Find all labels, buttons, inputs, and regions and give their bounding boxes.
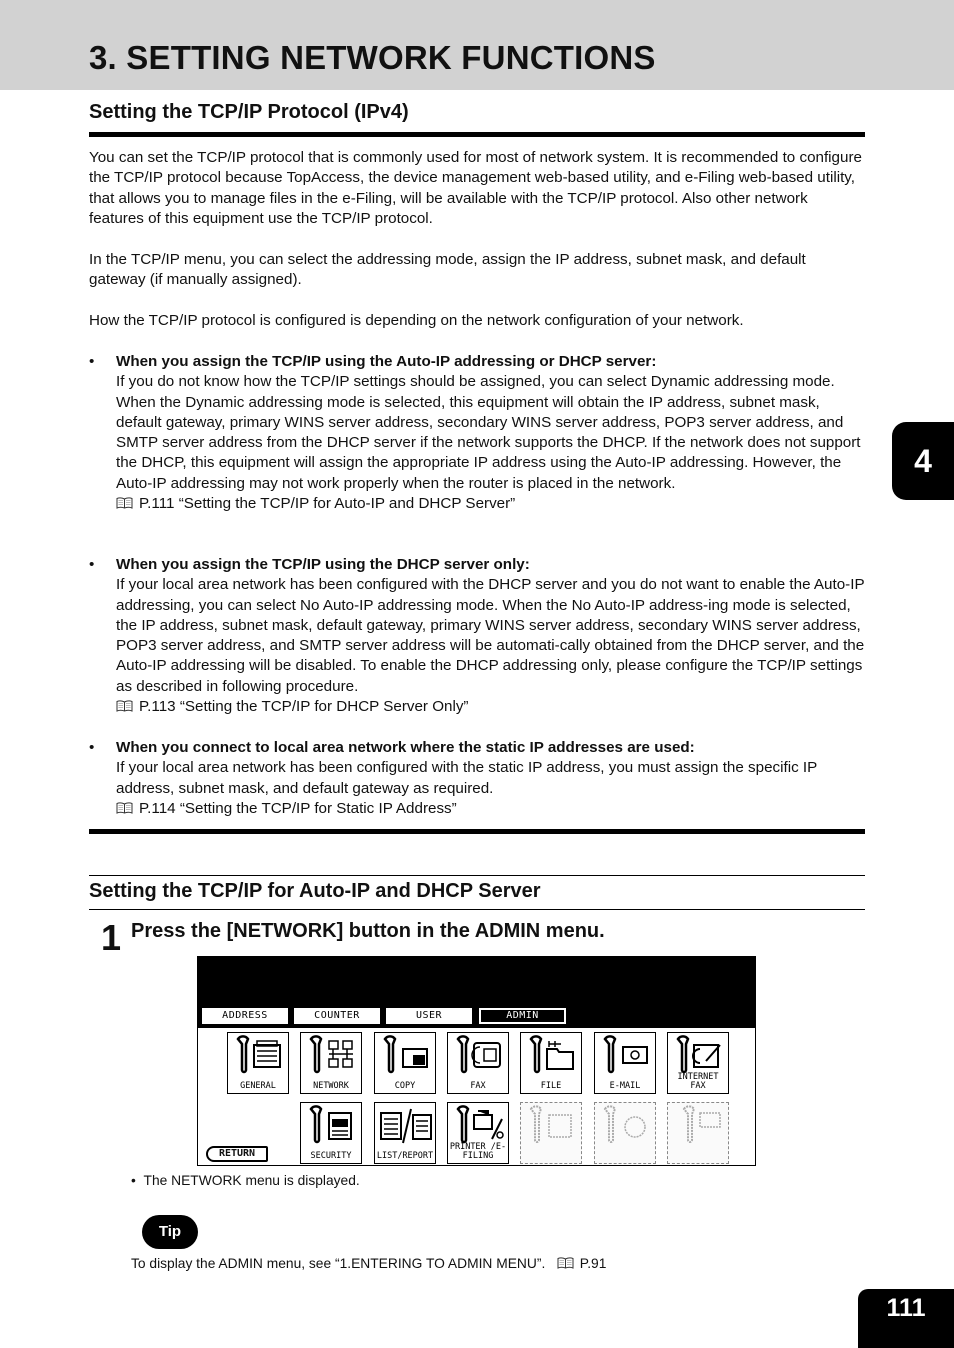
tile-label: FAX [470, 1081, 486, 1091]
section-title-auto-ip-dhcp: Setting the TCP/IP for Auto-IP and DHCP Server [89, 880, 541, 902]
subsection-rule-bottom [89, 909, 865, 910]
chapter-tab-number: 4 [914, 442, 932, 479]
chapter-title: 3. SETTING NETWORK FUNCTIONS [89, 39, 656, 76]
intro-paragraph-2: In the TCP/IP menu, you can select the addressing mode, assign the IP address, subnet mask, and default gateway (if manually assigned). [89, 251, 806, 289]
fax-icon [450, 1035, 508, 1077]
wrench-icon [597, 1105, 655, 1147]
disabled-button [520, 1102, 582, 1164]
section-title-tcpip-protocol: Setting the TCP/IP Protocol (IPv4) [89, 101, 409, 123]
cross-reference-text: P.111 “Setting the TCP/IP for Auto-IP and DHCP Server” [139, 495, 516, 513]
fax-button[interactable] [447, 1032, 509, 1094]
return-button[interactable]: RETURN [206, 1146, 268, 1162]
copy-icon [377, 1035, 435, 1077]
tile-label: INTERNET FAX [677, 1072, 719, 1091]
tile-label: SECURITY [310, 1151, 352, 1161]
bullet-marker: • [89, 739, 95, 756]
file-button[interactable] [520, 1032, 582, 1094]
internet-fax-icon [670, 1035, 728, 1077]
tip-body: To display the ADMIN menu, see “1.ENTERING TO ADMIN MENU”. [131, 1256, 546, 1271]
bullet-body: If you do not know how the TCP/IP settings should be assigned, you can select Dynamic addressing mode. When the Dynamic addressing mode is selected, this equipment will obtain the IP address, subnet mask, default gateway, primary WINS server address, secondary WINS server address, POP3 server address, and SMTP server address from the DHCP server if the network supports the DHCP. If the network does not support the DHCP, this equipment will assign the appropriate IP address using the Auto-IP addressing. However, the Auto-IP addressing may not work properly when the router is placed in the network. [116, 373, 861, 492]
bullet-body: If your local area network has been configured with the DHCP server and you do not want to enable the Auto-IP addressing, you can select No Auto-IP addressing mode. When the No Auto-IP address-ing mode is selected, the IP address, subnet mask, default gateway, primary WINS server address, secondary WINS server address, POP3 server address, and SMTP server address will be automati-cally obtained from the DHCP server, and the Auto-IP addressing will be disabled. To enable the DHCP addressing only, please configure the TCP/IP settings as described in following procedure. [116, 576, 865, 695]
admin-menu-screenshot [197, 956, 756, 1166]
list-report-button[interactable] [374, 1102, 436, 1164]
bullet-marker: • [89, 353, 95, 370]
copy-button[interactable] [374, 1032, 436, 1094]
network-button[interactable] [300, 1032, 362, 1094]
step-result-note [131, 1172, 360, 1190]
book-icon [557, 1257, 574, 1269]
tile-label: PRINTER /E-FILING [449, 1142, 507, 1161]
intro-paragraph-3: How the TCP/IP protocol is configured is depending on the network configuration of your network. [89, 312, 744, 329]
disabled-button [667, 1102, 729, 1164]
file-icon [523, 1035, 581, 1077]
tab-admin[interactable]: ADMIN [479, 1008, 566, 1024]
tab-address[interactable]: ADDRESS [202, 1008, 288, 1024]
tile-label: E-MAIL [609, 1081, 641, 1091]
tile-label: COPY [394, 1081, 416, 1091]
section-rule-top [89, 132, 865, 137]
bullet-heading: When you connect to local area network where the static IP addresses are used: [116, 739, 695, 756]
result-text: The NETWORK menu is displayed. [143, 1173, 360, 1188]
tile-label: FILE [540, 1081, 562, 1091]
cross-reference[interactable] [116, 799, 865, 819]
network-icon [303, 1035, 361, 1077]
book-icon [116, 802, 133, 814]
bullet-body: If your local area network has been configured with the static IP address, you must assign the specific IP address, subnet mask, and default gateway as required. [116, 759, 817, 797]
bullet-heading: When you assign the TCP/IP using the Auto-IP addressing or DHCP server: [116, 353, 657, 370]
internet-fax-button[interactable] [667, 1032, 729, 1094]
tip-badge: Tip [142, 1215, 198, 1249]
page-number: 111 [886, 1294, 926, 1322]
general-icon [230, 1035, 288, 1077]
bullet-auto-ip-dhcp [89, 352, 865, 514]
bullet-static-ip [89, 738, 865, 819]
tile-label: NETWORK [313, 1081, 349, 1091]
wrench-icon [670, 1105, 728, 1147]
general-button[interactable] [227, 1032, 289, 1094]
step-instruction: Press the [NETWORK] button in the ADMIN menu. [131, 920, 605, 942]
cross-reference-text: P.114 “Setting the TCP/IP for Static IP Address” [139, 799, 457, 817]
result-marker: • [131, 1173, 136, 1188]
tip-text [131, 1255, 606, 1273]
tip-cross-reference[interactable] [557, 1256, 607, 1271]
cross-reference[interactable] [116, 697, 865, 717]
security-icon [303, 1105, 361, 1147]
tab-counter[interactable]: COUNTER [294, 1008, 380, 1024]
cross-reference-text: P.113 “Setting the TCP/IP for DHCP Server Only” [139, 698, 469, 716]
wrench-icon [523, 1105, 581, 1147]
tab-user[interactable]: USER [386, 1008, 472, 1024]
list-report-icon [377, 1105, 435, 1147]
bullet-heading: When you assign the TCP/IP using the DHCP server only: [116, 556, 530, 573]
book-icon [116, 497, 133, 509]
intro-paragraph-1: You can set the TCP/IP protocol that is commonly used for most of network system. It is recommended to configure the TCP/IP protocol because TopAccess, the device management web-based utility, and e-Filing web-based utility, that allows you to manage files in the e-Filing, will be available with the TCP/IP protocol. Also other network features of this equipment use the TCP/IP protocol. [89, 149, 862, 227]
cross-reference[interactable] [116, 494, 865, 514]
disabled-button [594, 1102, 656, 1164]
security-button[interactable] [300, 1102, 362, 1164]
bullet-marker: • [89, 556, 95, 573]
printer-efiling-button[interactable] [447, 1102, 509, 1164]
section-rule-bottom [89, 829, 865, 834]
email-icon [597, 1035, 655, 1077]
chapter-tab [892, 422, 954, 500]
tile-label: GENERAL [240, 1081, 276, 1091]
email-button[interactable] [594, 1032, 656, 1094]
page-number-tab [858, 1289, 954, 1348]
tile-label: LIST/REPORT [376, 1151, 434, 1161]
tip-ref-text: P.91 [579, 1256, 607, 1271]
printer-efiling-icon [450, 1105, 508, 1147]
book-icon [116, 700, 133, 712]
bullet-dhcp-only [89, 555, 865, 717]
subsection-rule-top [89, 875, 865, 876]
step-number: 1 [101, 917, 122, 958]
